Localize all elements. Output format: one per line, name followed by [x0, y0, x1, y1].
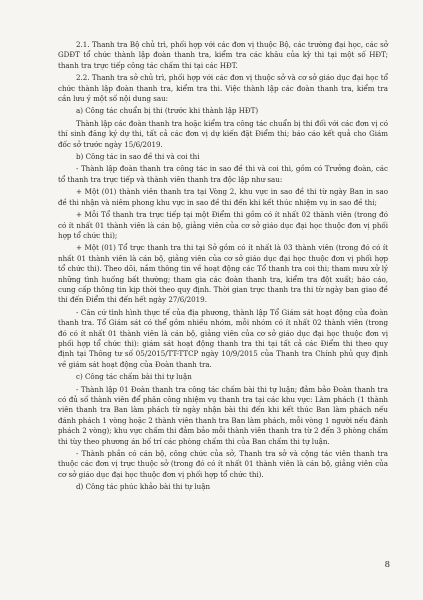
- paragraph-b-supervision: - Căn cứ tình hình thực tế của địa phương, thành lập Tổ Giám sát hoạt động của đoàn thanh tra. Tổ Giám sát có thể gồm nhiều nhóm, mỗi nhóm có ít nhất 02 thành viên (trong đó có ít nhất 01 thành viên là cán bộ, giảng viên của cơ sở giáo dục đại học thuộc đơn vị phối hợp tổ chức thi): giám sát hoạt động thanh tra thi tại tất cả các Điểm thi theo quy định tại Thông tư số 05/2015/TT-TTCP ngày 10/9/2015 của Thanh tra Chính phủ quy định về giám sát hoạt động của Đoàn thanh tra.: [58, 307, 388, 369]
- document-body: [58, 40, 388, 495]
- paragraph-2-1: 2.1. Thanh tra Bộ chủ trì, phối hợp với các đơn vị thuộc Bộ, các trường đại học, các sở GDĐT tổ chức thành lập đoàn thanh tra, kiểm tra các khâu của kỳ thi tại một số HĐT; thanh tra trực tiếp công tác chấm thi tại các HĐT.: [58, 40, 388, 70]
- paragraph-c-1: - Thành lập 01 Đoàn thanh tra công tác chấm bài thi tự luận; đảm bảo Đoàn thanh tra có đủ số thành viên để phân công nhiệm vụ thanh tra tại các khu vực: Làm phách (1 thành viên thanh tra Ban làm phách từ ngày nhận bài thi đến khi kết thúc Ban làm phách nếu đánh phách 1 vòng hoặc 2 thành viên thanh tra Ban làm phách, mỗi vòng 1 người nếu đánh phách 2 vòng); khu vực chấm thi đảm bảo mỗi thành viên thanh tra từ 2 đến 3 phòng chấm thi tùy theo phương án bố trí các phòng chấm thi của Ban chấm thi tự luận.: [58, 384, 388, 446]
- paragraph-b-item-3: + Một (01) Tổ trực thanh tra thi tại Sở gồm có ít nhất là 03 thành viên (trong đó có ít nhất 01 thành viên là cán bộ, giảng viên của cơ sở giáo dục đại học thuộc đơn vị phối hợp tổ chức thi). Theo dõi, nắm thông tin về hoạt động các Tổ thanh tra coi thi; tham mưu xử lý những tình huống bất thường; tham gia các đoàn thanh tra, kiểm tra đột xuất; báo cáo, cung cấp thông tin kịp thời theo quy định. Thời gian trực thanh tra thi từ ngày ban giao đề thi đến Điểm thi đến hết ngày 27/6/2019.: [58, 243, 388, 305]
- paragraph-2-2: 2.2. Thanh tra sở chủ trì, phối hợp với các đơn vị thuộc sở và cơ sở giáo dục đại học tổ chức thành lập đoàn thanh tra, kiểm tra thi. Việc thành lập các đoàn thanh tra, kiểm tra cần lưu ý một số nội dung sau:: [58, 73, 388, 104]
- paragraph-a-body: Thành lập các đoàn thanh tra hoặc kiểm tra công tác chuẩn bị thi đối với các đơn vị có thí sinh đăng ký dự thi, tất cả các đơn vị dự kiến đặt Điểm thi; báo cáo kết quả cho Giám đốc sở trước ngày 15/6/2019.: [58, 118, 388, 149]
- heading-a: a) Công tác chuẩn bị thi (trước khi thành lập HĐT): [76, 106, 259, 116]
- heading-c: c) Công tác chấm bài thi tự luận: [76, 372, 192, 382]
- page-number: 8: [384, 560, 390, 570]
- paragraph-b-item-1: + Một (01) thành viên thanh tra tại Vòng 2, khu vực in sao đề thi từ ngày Ban in sao đề thi nhận và niêm phong khu vực in sao đề thi đến khi kết thúc nhiệm vụ in sao đề thi;: [58, 187, 388, 207]
- paragraph-b-item-2: + Mỗi Tổ thanh tra trực tiếp tại một Điểm thi gồm có ít nhất 02 thành viên (trong đó có ít nhất 01 thành viên là cán bộ, giảng viên của cơ sở giáo dục đại học thuộc đơn vị phối hợp tổ chức thi);: [58, 210, 388, 240]
- paragraph-b-intro: - Thành lập đoàn thanh tra công tác in sao đề thi và coi thi, gồm có Trưởng đoàn, các tổ thanh tra trực tiếp và thành viên thanh tra độc lập như sau:: [58, 164, 388, 184]
- heading-b: b) Công tác in sao đề thi và coi thi: [76, 152, 200, 162]
- heading-d: d) Công tác phúc khảo bài thi tự luận: [76, 482, 211, 492]
- paragraph-c-2: - Thành phần có cán bộ, công chức của sở, Thanh tra sở và cộng tác viên thanh tra thuộc các đơn vị trực thuộc sở (trong đó có ít nhất 01 thành viên là cán bộ, giảng viên của cơ sở giáo dục đại học thuộc đơn vị phối hợp tổ chức thi).: [58, 449, 388, 479]
